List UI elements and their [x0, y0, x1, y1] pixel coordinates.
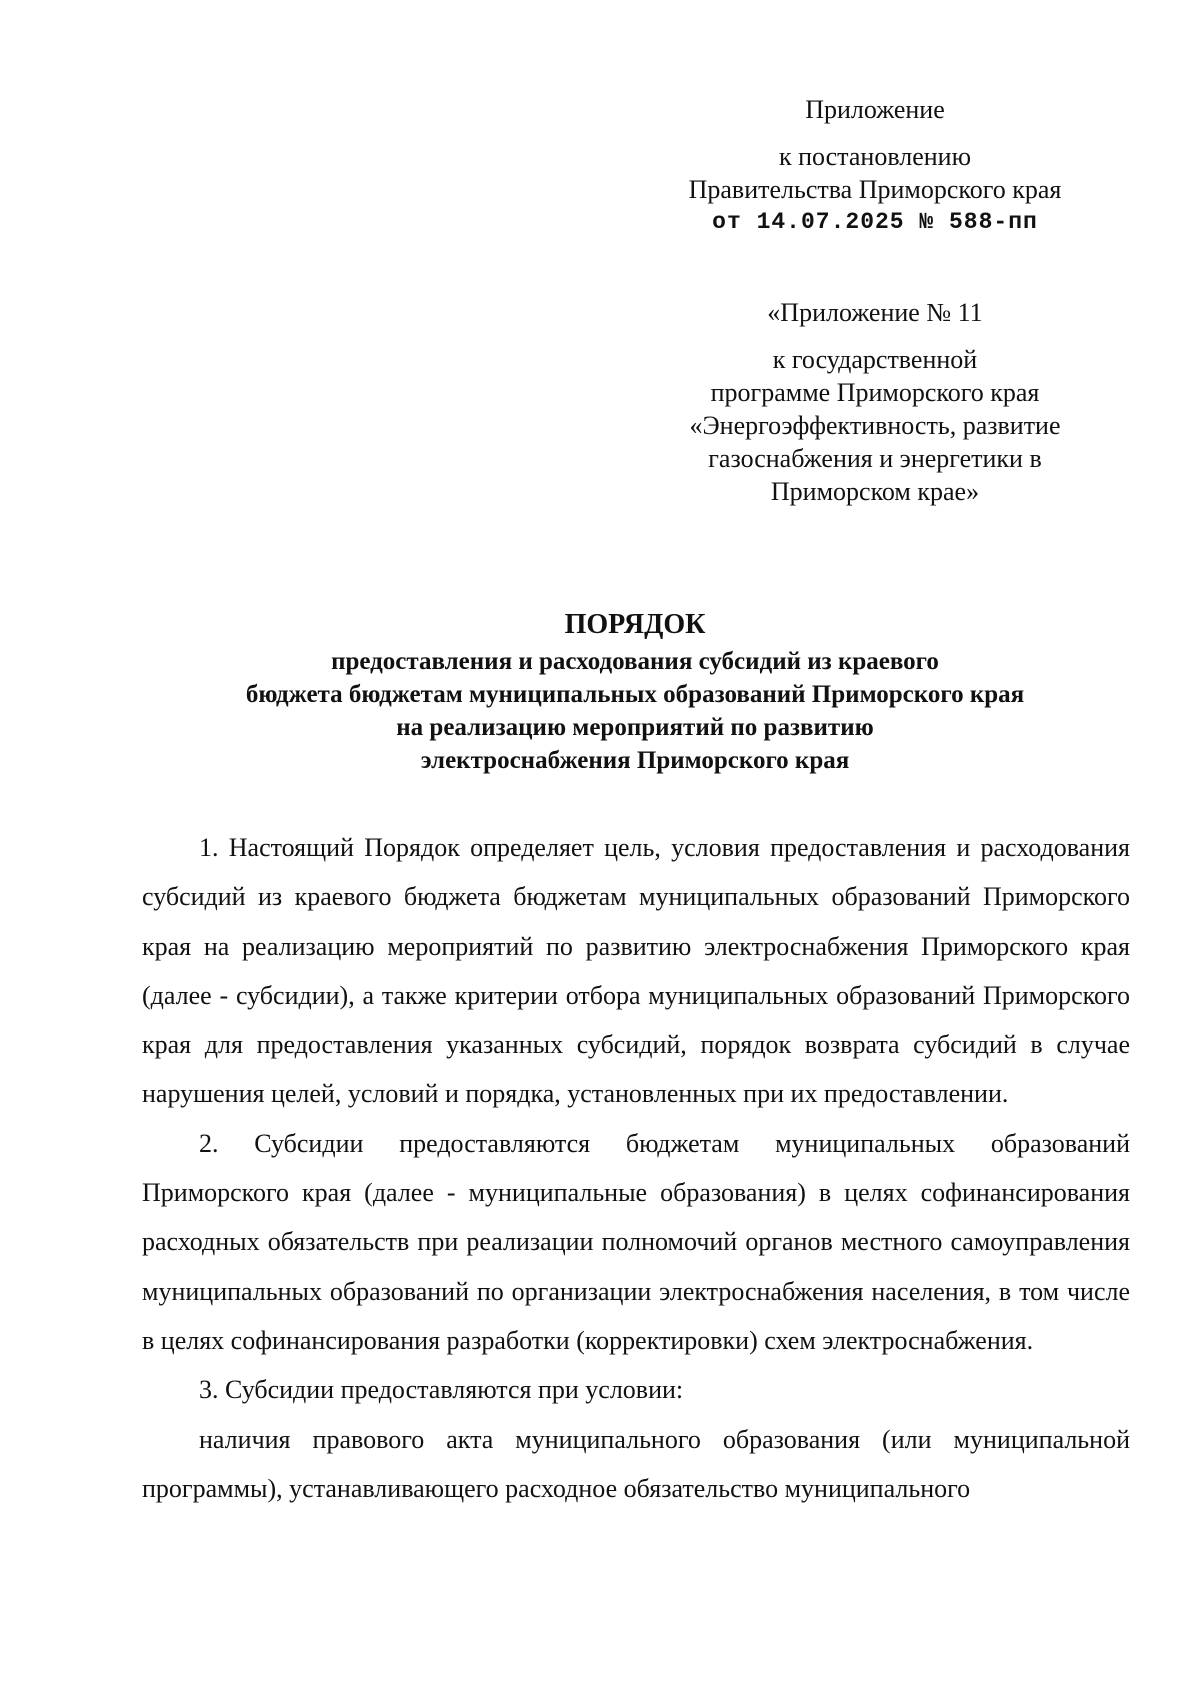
- title-line: предоставления и расходования субсидий из краевого: [331, 648, 939, 675]
- appendix-11-label: «Приложение № 11: [767, 298, 983, 327]
- to-resolution-line: к постановлению: [778, 142, 972, 171]
- header-spacer: [640, 329, 1110, 343]
- resolution-stamp: от 14.07.2025 № 588-пп: [712, 209, 1038, 235]
- appendix-11-line: «Энергоэффективность, развитие: [689, 411, 1061, 440]
- resolution-header: [640, 93, 1110, 239]
- header-spacer: [640, 126, 1110, 140]
- title-main: ПОРЯДОК: [564, 609, 706, 640]
- appendix-11-line: Приморском крае»: [770, 477, 980, 506]
- appendix-11-header: [640, 296, 1110, 508]
- title-line: на реализацию мероприятий по развитию: [396, 714, 874, 741]
- appendix-11-line: газоснабжения и энергетики в: [708, 444, 1042, 473]
- paragraph-3: 3. Субсидии предоставляются при условии:: [199, 1375, 684, 1405]
- appendix-11-line: программе Приморского края: [710, 378, 1040, 407]
- title-line: электроснабжения Приморского края: [420, 747, 850, 774]
- paragraph-1: 1. Настоящий Порядок определяет цель, условия предоставления и расходования субсидий из краевого бюджета бюджетам муниципальных образований Приморского края на реализацию мероприятий по развитию электроснабжения Приморского края (далее - субсидии), а также критерии отбора муниципальных образований Приморского края для предоставления указанных субсидий, порядок возврата субсидий в случае нарушения целей, условий и порядка, установленных при их предоставлении.: [142, 833, 1130, 1109]
- government-line: Правительства Приморского края: [688, 175, 1062, 204]
- appendix-label: Приложение: [805, 95, 945, 124]
- paragraph-2: 2. Субсидии предоставляются бюджетам муниципальных образований Приморского края (далее - муниципальные образования) в целях софинансирования расходных обязательств при реализации полномочий органов местного самоуправления муниципальных образований по организации электроснабжения населения, в том числе в целях софинансирования разработки (корректировки) схем электроснабжения.: [142, 1128, 1130, 1355]
- title-line: бюджета бюджетам муниципальных образований Приморского края: [245, 681, 1025, 708]
- document-body: [142, 823, 1130, 1513]
- document-title: [140, 605, 1130, 777]
- paragraph-4: наличия правового акта муниципального образования (или муниципальной программы), устанавливающего расходное обязательство муниципального: [142, 1424, 1130, 1503]
- appendix-11-line: к государственной: [772, 345, 978, 374]
